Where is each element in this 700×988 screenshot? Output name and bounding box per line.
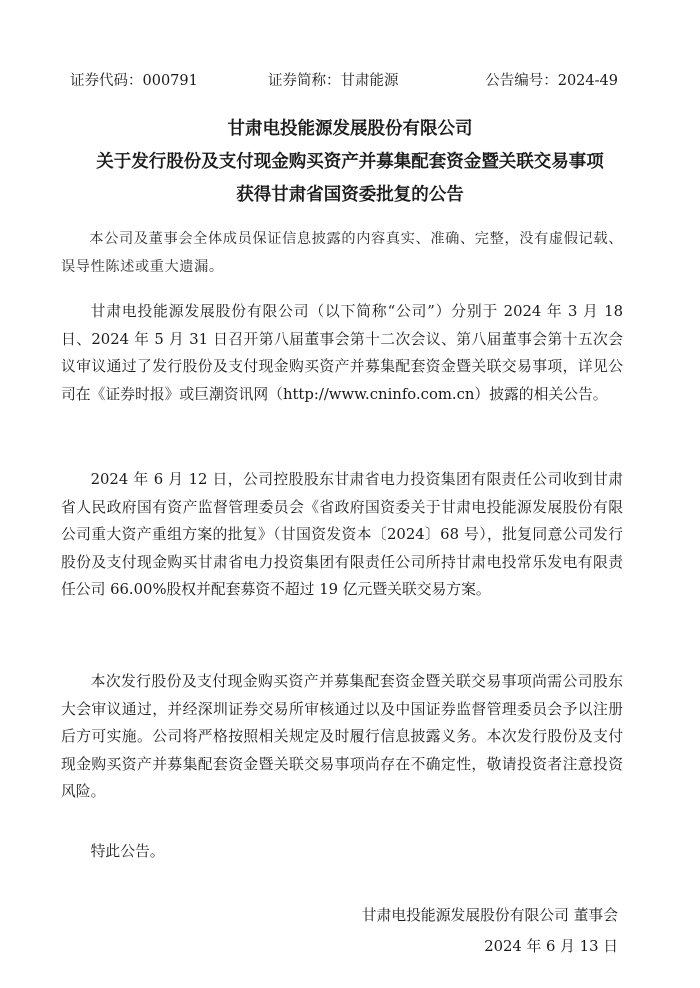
signature: 甘肃电投能源发展股份有限公司 董事会 (361, 907, 618, 924)
paragraph-board-meetings: 甘肃电投能源发展股份有限公司（以下简称“公司”）分别于 2024 年 3 月 18 日、2024 年 5 月 31 日召开第八届董事会第十二次会议、第八届董事会第十五次会议审议通过了发行股份及支付现金购买资产并募集配套资金暨关联交易事项，详见公司在《证券时报》或巨潮资讯网（http://www.cninfo.com.cn）披露的相关公告。 (61, 303, 623, 403)
signature-date: 2024 年 6 月 13 日 (484, 938, 618, 955)
title-company: 甘肃电投能源发展股份有限公司 (227, 119, 473, 139)
title-subject: 关于发行股份及支付现金购买资产并募集配套资金暨关联交易事项 (96, 152, 604, 172)
disclaimer-paragraph: 本公司及董事会全体成员保证信息披露的内容真实、准确、完整，没有虚假记载、误导性陈述或重大遗漏。 (61, 231, 623, 275)
paragraph-risk: 本次发行股份及支付现金购买资产并募集配套资金暨关联交易事项尚需公司股东大会审议通过，并经深圳证券交易所审核通过以及中国证券监督管理委员会予以注册后方可实施。公司将严格按照相关规定及时履行信息披露义务。本次发行股份及支付现金购买资产并募集配套资金暨关联交易事项尚存在不确定性，敬请投资者注意投资风险。 (61, 673, 623, 801)
announcement-number: 公告编号：2024-49 (485, 73, 618, 89)
title-approval: 获得甘肃省国资委批复的公告 (236, 185, 464, 205)
document-header (70, 70, 618, 92)
paragraph-closing: 特此公告。 (90, 843, 165, 860)
stock-abbreviation: 证券简称：甘肃能源 (268, 73, 399, 89)
paragraph-approval: 2024 年 6 月 12 日，公司控股股东甘肃省电力投资集团有限责任公司收到甘肃省人民政府国有资产监督管理委员会《省政府国资委关于甘肃电投能源发展股份有限公司重大资产重组方案的批复》（甘国资发资本〔2024〕68 号），批复同意公司发行股份及支付现金购买甘肃省电力投资集团有限责任公司所持甘肃电投常乐发电有限责任公司 66.00%股权并配套募资不超过 19 亿元暨关联交易方案。 (61, 471, 623, 599)
stock-code: 证券代码：000791 (70, 73, 198, 89)
